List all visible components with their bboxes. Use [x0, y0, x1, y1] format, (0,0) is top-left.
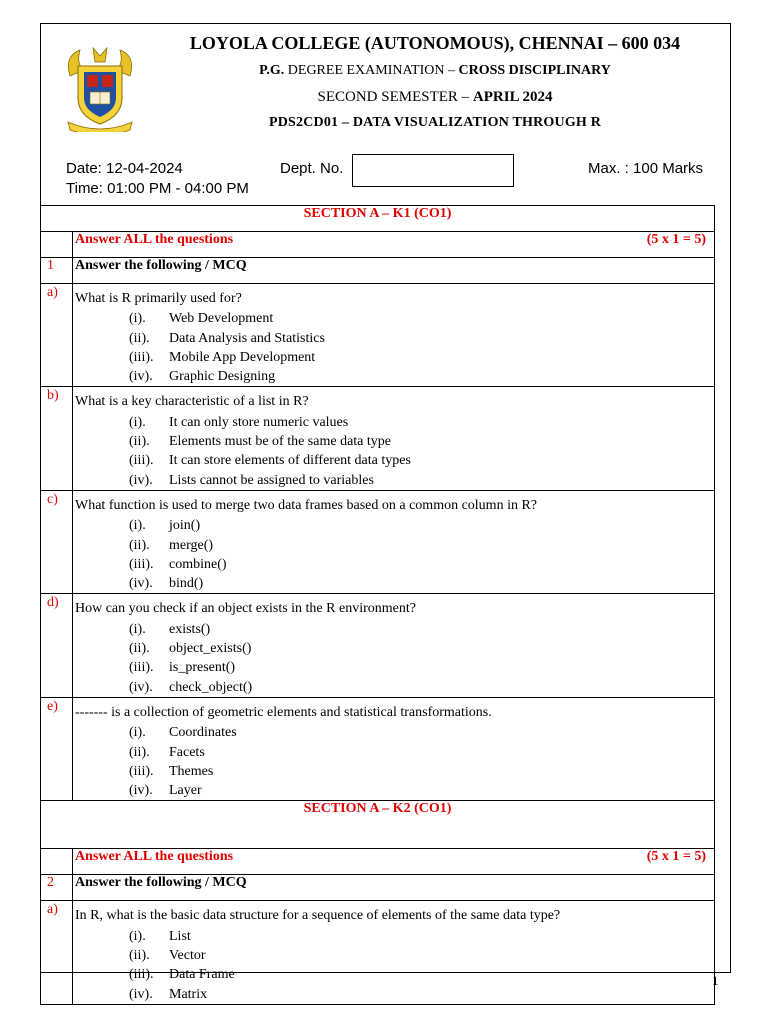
question-label: b)	[41, 387, 73, 490]
option-item: (iii). Mobile App Development	[129, 349, 316, 365]
question-heading: Answer the following / MCQ	[73, 258, 715, 284]
question-row	[41, 594, 715, 697]
option-item: (iii). It can store elements of different data types	[129, 453, 411, 469]
option-item: (iv). bind()	[129, 576, 204, 592]
option-item: (i). List	[129, 928, 191, 944]
question-number: 1	[41, 258, 73, 284]
exam-mid: DEGREE EXAMINATION –	[284, 63, 459, 78]
question-text: ------- is a collection of geometric elements and statistical transformations.	[75, 704, 492, 720]
option-item: (ii). object_exists()	[129, 641, 252, 657]
dept-no-box	[352, 154, 514, 187]
question-table	[40, 205, 715, 1005]
option-item: (ii). Data Analysis and Statistics	[129, 330, 325, 346]
exam-type: CROSS DISCIPLINARY	[458, 63, 611, 78]
course-title: PDS2CD01 – DATA VISUALIZATION THROUGH R	[268, 115, 602, 130]
question-text: What is a key characteristic of a list in R?	[75, 394, 309, 410]
question-row	[41, 901, 715, 1004]
question-label: a)	[41, 284, 73, 387]
options-list	[73, 927, 714, 1004]
semester-month: APRIL 2024	[472, 89, 553, 105]
semester-label: SECOND SEMESTER –	[317, 89, 473, 105]
option-item: (iv). check_object()	[129, 679, 253, 695]
option-item: (iv). Lists cannot be assigned to variables	[129, 472, 374, 488]
exam-time: Time: 01:00 PM - 04:00 PM	[66, 180, 249, 197]
page-number: 1	[712, 973, 719, 988]
option-item: (iii). combine()	[129, 556, 227, 572]
marks: (5 x 1 = 5)	[646, 849, 706, 865]
option-item: (iii). Themes	[129, 763, 214, 779]
question-label: e)	[41, 697, 73, 800]
option-item: (ii). Elements must be of the same data type	[129, 434, 391, 450]
question-label: a)	[41, 901, 73, 1004]
option-item: (iv). Graphic Designing	[129, 369, 276, 385]
question-text: What is R primarily used for?	[75, 291, 242, 306]
option-item: (iii). Data Frame	[129, 967, 235, 983]
question-text: In R, what is the basic data structure for a sequence of elements of the same data type?	[75, 908, 561, 924]
dept-no-label: Dept. No.	[280, 160, 344, 177]
option-item: (i). Web Development	[129, 311, 274, 327]
option-item: (ii). Vector	[129, 948, 206, 964]
section-title: SECTION A – K2 (CO1)	[41, 801, 715, 827]
section-spacer	[41, 826, 715, 849]
question-label: c)	[41, 490, 73, 593]
options-list	[73, 620, 714, 697]
question-row	[41, 284, 715, 387]
max-marks: Max. : 100 Marks	[588, 160, 704, 177]
option-item: (i). It can only store numeric values	[129, 414, 349, 430]
exam-level: P.G.	[259, 63, 285, 78]
options-list	[73, 413, 714, 490]
question-heading: Answer the following / MCQ	[73, 875, 715, 901]
question-row	[41, 697, 715, 800]
options-list	[73, 516, 714, 593]
question-label: d)	[41, 594, 73, 697]
college-title: LOYOLA COLLEGE (AUTONOMOUS), CHENNAI – 600 034	[189, 33, 681, 53]
options-list	[73, 309, 714, 386]
options-list	[73, 723, 714, 800]
marks: (5 x 1 = 5)	[646, 232, 706, 247]
section-title: SECTION A – K1 (CO1)	[41, 206, 715, 232]
option-item: (iii). is_present()	[129, 660, 236, 676]
instruction: Answer ALL the questions	[75, 849, 234, 865]
question-text: What function is used to merge two data frames based on a common column in R?	[75, 497, 538, 513]
exam-date: Date: 12-04-2024	[66, 160, 183, 177]
college-crest-logo	[62, 46, 138, 132]
option-item: (i). Coordinates	[129, 725, 237, 741]
exam-title	[140, 63, 730, 79]
question-row	[41, 387, 715, 490]
question-row	[41, 490, 715, 593]
option-item: (ii). merge()	[129, 537, 214, 553]
option-item: (iv). Matrix	[129, 986, 208, 1002]
option-item: (iv). Layer	[129, 783, 202, 799]
option-item: (i). join()	[129, 518, 201, 534]
semester-title	[140, 89, 730, 106]
question-number: 2	[41, 875, 73, 901]
instruction: Answer ALL the questions	[75, 232, 234, 247]
option-item: (i). exists()	[129, 621, 211, 637]
option-item: (ii). Facets	[129, 744, 205, 760]
question-text: How can you check if an object exists in the R environment?	[75, 601, 416, 617]
